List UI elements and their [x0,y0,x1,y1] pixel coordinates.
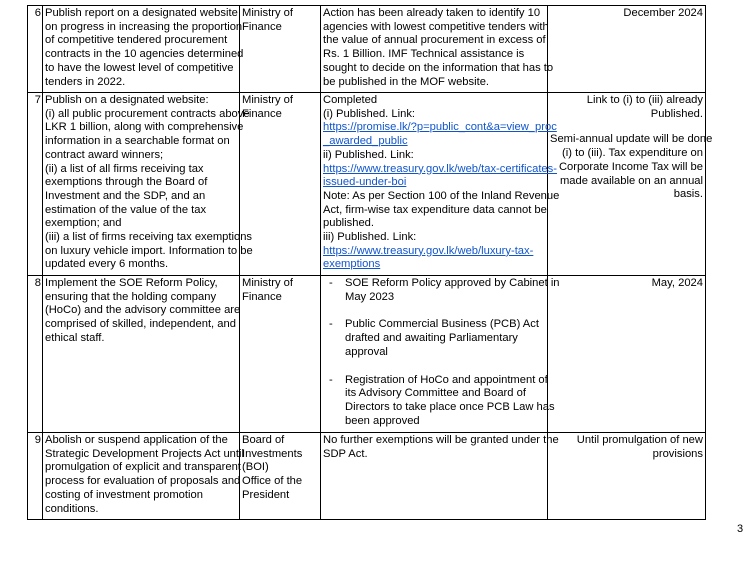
timeline-cell: May, 2024 [548,276,706,433]
timeline-cell: Link to (i) to (iii) already Published. Semi-annual update will be done (i) to (iii). Tax expenditure on Corporate Income Tax will be made available on an annual basis. [548,93,706,276]
list-item: - SOE Reform Policy approved by Cabinet in May 2023 [329,277,560,303]
status-completed: Completed [323,94,378,106]
list-item: - Registration of HoCo and appointment of its Advisory Committee and Board of Directors to take place once PCB Law has been approved [329,373,555,427]
bullet-dash: - [329,318,333,331]
action-plan-table [27,5,713,520]
tax-certificates-link[interactable]: https://www.treasury.gov.lk/web/tax-certificates- issued-under-boi [323,162,557,189]
agency-cell: Ministry of Finance [240,6,321,93]
status-cell: No further exemptions will be granted under the SDP Act. [321,433,548,520]
table-row [28,433,706,520]
bullet-dash: - [329,277,333,289]
procurement-link[interactable]: https://promise.lk/?p=public_cont&a=view_proc _awarded_public [323,121,557,148]
task-cell: Abolish or suspend application of the Strategic Development Projects Act until promulgation of explicit and transparent process for evaluation of proposals and costing of investment promotion conditions. [43,433,240,520]
status-cell: Action has been already taken to identify 10 agencies with lowest competitive tenders with the value of annual procurement in excess of Rs. 1 Billion. IMF Technical assistance is sought to decide on the information that has to be published in the MOF website. [321,6,548,93]
row-number: 6 [28,6,43,93]
agency-cell: Ministry of Finance [240,276,321,433]
row-number: 9 [28,433,43,520]
timeline-cell: Until promulgation of new provisions [548,433,706,520]
status-cell [321,276,560,433]
table-row [28,93,706,276]
timeline-cell: December 2024 [548,6,706,93]
row-number: 7 [28,93,43,276]
bullet-dash: - [329,373,333,386]
table-row [28,276,706,433]
status-cell: Completed (i) Published. Link: https://promise.lk/?p=public_cont&a=view_proc _awarded_public ii) Published. Link: https://www.treasury.gov.lk/web/tax-certificates- issued-under-boi Note: As per Section 100 of the Inland Revenue Act, firm-wise tax expenditure data cannot be published. iii) Published. Link: https://www.treasury.gov.lk/web/luxury-tax- exemptions [321,93,548,276]
list-item: - Public Commercial Business (PCB) Act drafted and awaiting Parliamentary approval [329,318,539,358]
row-number: 8 [28,276,43,433]
agency-cell: Board of Investments (BOI) Office of the President [240,433,321,520]
table-row [28,6,706,93]
task-cell: Publish report on a designated website on progress in increasing the proportion of competitive tendered procurement contracts in the 10 agencies determined to have the lowest level of competitive tenders in 2022. [43,6,240,93]
agency-cell: Ministry of Finance [240,93,321,276]
task-cell: Publish on a designated website: (i) all public procurement contracts above LKR 1 billion, along with comprehensive information in a searchable format on contract award winners; (ii) a list of all firms receiving tax exemptions through the Board of Investment and the SDP, and an estimation of the value of the tax exemption; and (iii) a list of firms receiving tax exemptions on luxury vehicle import. Information to be updated every 6 months. [43,93,240,276]
luxury-tax-link[interactable]: https://www.treasury.gov.lk/web/luxury-tax- exemptions [323,244,534,271]
task-cell: Implement the SOE Reform Policy, ensuring that the holding company (HoCo) and the advisory committee are comprised of skilled, independent, and ethical staff. [43,276,240,433]
page-number: 3 [737,523,744,535]
